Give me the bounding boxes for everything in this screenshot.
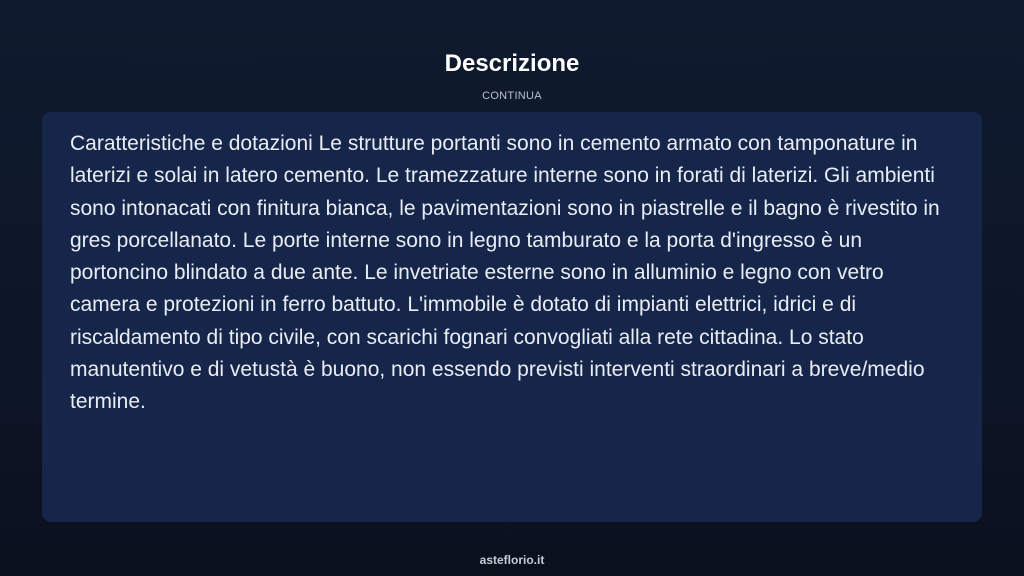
page-title: Descrizione bbox=[444, 50, 580, 77]
description-text: Caratteristiche e dotazioni Le strutture portanti sono in cemento armato con tamponature in laterizi e solai in latero cemento. Le tramezzature interne sono in forati di laterizi. Gli ambienti sono intonacati con finitura bianca, le pavimentazioni sono in piastrelle e il bagno è rivestito in gres porcellanato. Le porte interne sono in legno tamburato e la porta d'ingresso è un portoncino blindato a due ante. Le invetriate esterne sono in alluminio e legno con vetro camera e protezioni in ferro battuto. L'immobile è dotato di impianti elettrici, idrici e di riscaldamento di tipo civile, con scarichi fognari convogliati alla rete cittadina. Lo stato manutentivo e di vetustà è buono, non essendo previsti interventi straordinari a breve/medio termine. bbox=[70, 132, 940, 414]
footer-bar bbox=[0, 543, 1024, 576]
description-card bbox=[42, 112, 982, 522]
section-subtitle: CONTINUA bbox=[482, 90, 542, 102]
footer-site-name: asteflorio.it bbox=[479, 553, 545, 567]
